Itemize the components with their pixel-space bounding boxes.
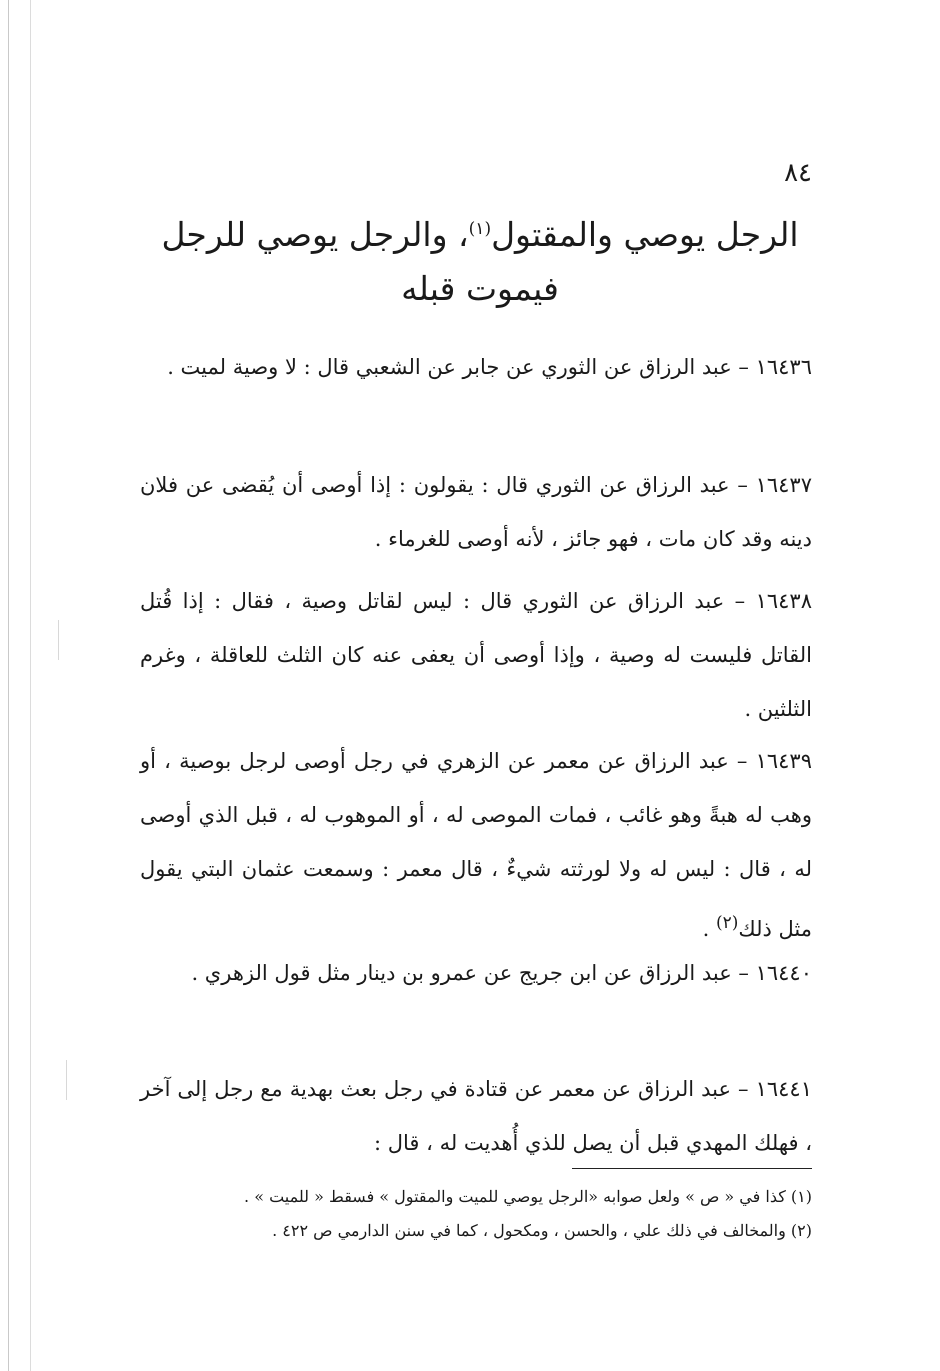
title-text: الرجل يوصي والمقتول — [491, 215, 799, 254]
footnote-ref-2: (٢) — [715, 913, 739, 933]
hadith-16441: ١٦٤٤١ – عبد الرزاق عن معمر عن قتادة في رجل بعث بهدية مع رجل إلى آخر ، فهلك المهدي قبل أن يصل للذي أُهديت له ، قال : — [140, 1077, 812, 1155]
hadith-text-end: . — [702, 917, 716, 941]
footnotes — [140, 1180, 812, 1248]
scan-margin-line — [8, 0, 9, 1371]
hadith-16438: ١٦٤٣٨ – عبد الرزاق عن الثوري قال : ليس لقاتل وصية ، فقال : إذا قُتل القاتل فليست له وصية ، وإذا أوصى أن يعفى عنه كان الثلث للعاقلة ، وغرم الثلثين . — [140, 589, 812, 721]
footnote-divider — [572, 1168, 812, 1169]
hadith-16439 — [140, 734, 812, 956]
scan-mark — [58, 620, 59, 660]
footnote-1: (١) كذا في « ص » ولعل صوابه «الرجل يوصي للميت والمقتول » فسقط « للميت » . — [244, 1187, 812, 1206]
chapter-title-line-2: فيموت قبله — [401, 269, 559, 308]
page-number: ٨٤ — [784, 158, 812, 188]
scan-mark — [66, 1060, 67, 1100]
hadith-16437: ١٦٤٣٧ – عبد الرزاق عن الثوري قال : يقولون : إذا أوصى أن يُقضى عن فلان دينه وقد كان مات ، فهو جائز ، لأنه أوصى للغرماء . — [140, 473, 812, 551]
hadith-16440: ١٦٤٤٠ – عبد الرزاق عن ابن جريج عن عمرو بن دينار مثل قول الزهري . — [191, 961, 812, 985]
hadith-text: ١٦٤٣٩ – عبد الرزاق عن معمر عن الزهري في رجل أوصى لرجل بوصية ، أو وهب له هبةً وهو غائب ، فمات الموصى له ، أو الموهوب له ، قبل الذي أوصى له ، قال : ليس له ولا لورثته شيءٌ ، قال معمر : وسمعت عثمان البتي يقول مثل ذلك — [140, 749, 812, 941]
title-text-end: ، والرجل يوصي للرجل — [161, 215, 469, 254]
footnote-2: (٢) والمخالف في ذلك علي ، والحسن ، ومكحول ، كما في سنن الدارمي ص ٤٢٢ . — [272, 1221, 812, 1240]
chapter-title-line-1 — [150, 215, 810, 254]
scan-margin-line — [30, 0, 31, 1371]
hadith-16436: ١٦٤٣٦ – عبد الرزاق عن الثوري عن جابر عن الشعبي قال : لا وصية لميت . — [167, 355, 812, 379]
footnote-ref-1: (١) — [468, 219, 492, 239]
